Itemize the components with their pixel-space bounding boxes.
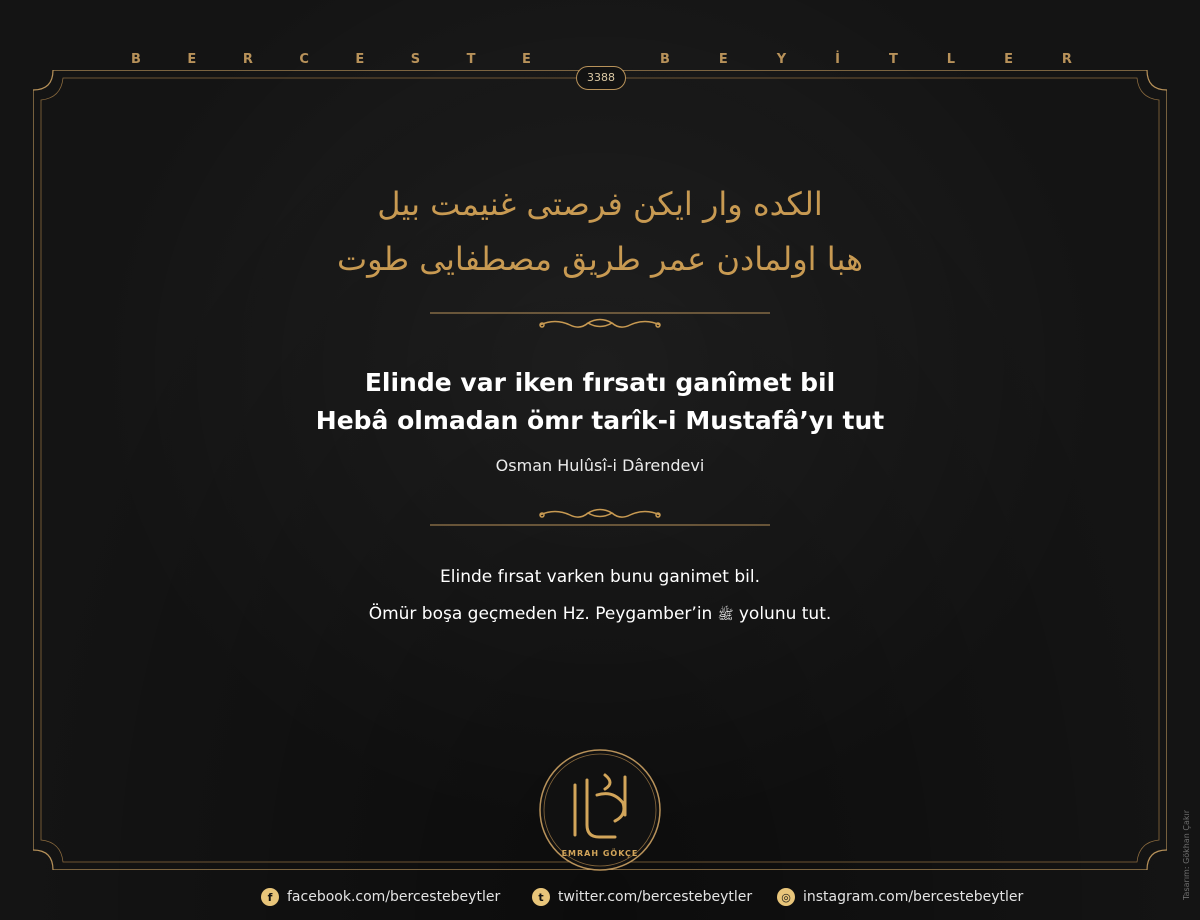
instagram-url: instagram.com/bercestebeytler — [803, 889, 1024, 905]
ornamental-divider-bottom — [430, 505, 770, 535]
header-letter: E — [718, 52, 728, 67]
verse-line-1: Elinde var iken fırsatı ganîmet bil — [364, 368, 836, 397]
designer-credit-text: Tasarım: Gökhan Çakır — [1182, 809, 1191, 900]
facebook-icon: f — [261, 888, 279, 906]
twitter-link[interactable] — [532, 888, 752, 906]
header-title-bercestе — [131, 52, 531, 72]
header-letter: C — [299, 52, 309, 67]
ornamental-divider-top — [430, 308, 770, 338]
meaning-line-1: Elinde fırsat varken bunu ganimet bil. — [440, 567, 760, 587]
header-letter: E — [187, 52, 197, 67]
twitter-url: twitter.com/bercestebeytler — [558, 889, 753, 905]
header-letter: B — [131, 52, 141, 67]
header-letter: E — [522, 52, 531, 67]
header-letter: S — [410, 52, 421, 67]
header-letter: B — [660, 52, 670, 67]
header-letter: İ — [835, 52, 840, 67]
header-letter: E — [1004, 52, 1013, 67]
arabic-verse-line-1: الكده وار ايكن فرصتى غنيمت بيل — [377, 185, 823, 223]
designer-credit — [1176, 790, 1191, 900]
logo-name: EMRAH GÖKÇE — [561, 849, 639, 858]
issue-number-badge: 3388 — [576, 66, 626, 90]
header-letter: T — [888, 52, 898, 67]
instagram-icon: ◎ — [777, 888, 795, 906]
header-letter: E — [355, 52, 365, 67]
salawat-glyph: ﷺ — [717, 608, 734, 623]
facebook-link[interactable] — [261, 888, 500, 906]
header-letter: R — [242, 52, 253, 67]
arabic-verse-line-2: هبا اولمادن عمر طريق مصطفايى طوت — [337, 240, 863, 278]
instagram-link[interactable] — [777, 888, 1023, 906]
header-letter: L — [946, 52, 956, 67]
facebook-url: facebook.com/bercestebeytler — [287, 889, 501, 905]
header-letter: R — [1061, 52, 1072, 67]
meaning-line-2-before: Ömür boşa geçmeden Hz. Peygamber’in — [368, 604, 713, 624]
header-letter: T — [466, 52, 476, 67]
twitter-icon: t — [532, 888, 550, 906]
meaning-line-2 — [200, 604, 1000, 626]
header-title-beyitler — [660, 52, 1072, 72]
verse-line-2: Hebâ olmadan ömr tarîk-i Mustafâ’yı tut — [315, 406, 885, 435]
poet-name: Osman Hulûsî-i Dârendevi — [495, 456, 705, 475]
meaning-line-2-after: yolunu tut. — [738, 604, 832, 624]
header-letter: Y — [776, 52, 787, 67]
